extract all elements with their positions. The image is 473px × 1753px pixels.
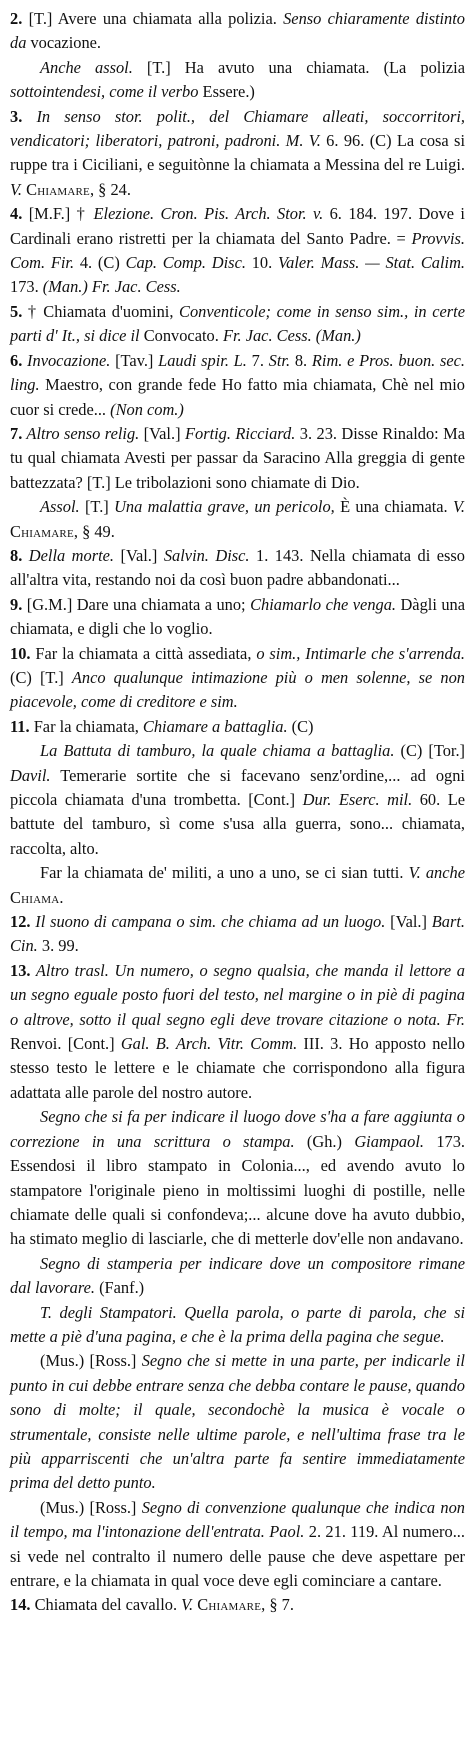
entry-paragraph-p05 [10,300,465,349]
text-run: III. 3. Ho apposto nello stesso testo le lettere e le chiamate che corrispondono alla figura adattata alle parole del nostro autore. [10,1034,465,1102]
text-run: [M.F.] † [22,204,94,224]
italic-text: Str. [268,350,291,370]
italic-text: V. [452,497,465,517]
text-run: Renvoi. [Cont.] [10,1034,121,1054]
italic-text: T. degli Stampatori. Quella parola, o parte di parola, che si mette a piè d'una pagina, e che è la prima della pagina che segue. [10,1302,465,1346]
sense-number: 14. [10,1595,31,1615]
text-run: 1. 143. Nella chiamata di esso all'altra vita, restando noi da così buon padre abbandonati... [10,545,466,590]
italic-text: Invocazione. [22,350,111,370]
italic-text: Senso chiaramente distinto da [10,9,466,53]
sense-number: 12. [10,912,31,932]
text-run: 3. 23. Disse Rinaldo: Ma tu qual chiamata Avesti per passar da Saracino Alla greggia di gente battezzata? [T.] Le tribolazioni sono chiamate di Dio. [10,423,466,492]
text-run: Chiamata del cavallo. [30,1595,182,1615]
text-run: † Chiamata d'uomini, [22,301,180,321]
entry-paragraph-p17 [10,1105,465,1251]
italic-text: Altro trasl. Un numero, o segno qualsia, che manda il lettore a un segno eguale posto fuori del testo, nel margine o in piè di pagina o altrove, sotto il qual segno egli deve trovare citazione o nota. Fr. [10,960,465,1029]
sense-number: 7. [10,423,23,443]
entry-paragraph-p02 [10,56,465,105]
italic-text: Il suono di campana o sim. che chiama ad un luogo. [30,912,386,932]
text-run: [G.M.] Dare una chiamata a uno; [22,594,251,614]
text-run: 60. Le battute del tamburo, sì come s'usa alla guerra, sono... chiamata, raccolta, alto. [10,790,465,858]
entry-paragraph-p19 [10,1301,465,1350]
italic-text: Fortig. Ricciard. [184,423,296,443]
text-run: Convocato. [139,326,223,346]
italic-text: Salvin. Disc. [163,545,250,565]
text-run: 7. [246,350,269,370]
italic-text: Davil. [10,765,51,785]
text-run: (C) [287,716,314,736]
text-run: Far la chiamata de' militi, a uno a uno, se ci sian tutti. [40,863,409,883]
text-run: , § 49. [73,521,115,541]
text-run: [Val.] [114,545,164,565]
entry-paragraph-p12 [10,715,465,739]
entry-paragraph-p14 [10,861,465,910]
sense-number: 2. [10,9,23,28]
text-run: (C) [Tor.] [394,741,465,761]
cross-reference: Chiamare [197,1595,262,1615]
text-run: (Fanf.) [94,1278,145,1298]
text-run: vocazione. [26,33,102,53]
entry-paragraph-p09 [10,544,465,593]
text-run: (Mus.) [Ross.] [40,1497,142,1517]
italic-text: sottointendesi, come il verbo [10,82,199,102]
entry-paragraph-p06 [10,349,465,422]
text-run: 173. [10,277,43,297]
sense-number: 3. [10,106,23,126]
italic-text: Gal. B. Arch. Vitr. Comm. [120,1034,298,1054]
sense-number: 8. [10,545,23,565]
italic-text: Fr. Jac. Cess. (Man.) [222,326,361,346]
text-run: [T.] Ha avuto una chiamata. (La polizia [132,57,465,77]
cross-reference: Chiamare [26,179,90,199]
sense-number: 5. [10,301,23,321]
sense-number: 6. [10,350,23,370]
text-run: Essere.) [198,82,255,102]
italic-text: (Non com.) [110,399,184,419]
italic-text: Provvis. Com. Fir. [10,228,465,273]
text-run: 2. 21. 119. Al numero... si vede nel contralto il numero delle pause che deve aspettare per entrare, e la chiamata in qual voce deve egli cominciare a cantare. [10,1522,465,1590]
text-run: Far la chiamata, [29,716,143,736]
italic-text: Bart. Cin. [10,912,465,956]
text-run: [Tav.] [110,350,159,370]
entry-paragraph-p03 [10,105,465,203]
entry-paragraph-p04 [10,202,465,300]
text-run: 173. Essendosi il libro stampato in Colonia..., ed avendo avuto lo stampatore l'originale pieno in moltissimi luoghi di postille, nelle chiamate delle quali si confondeva;... alcune dove ha avuto dubbio, ha stimato meglio di lasciarle, che di metterle dov'elle non andavano. [10,1131,465,1249]
italic-text: Chiamarlo che venga. [250,594,396,614]
italic-text: Dur. Eserc. mil. [302,790,413,809]
italic-text: Laudi spir. L. [158,350,247,370]
text-run: 6. 96. (C) La cosa si ruppe tra i Ciciliani, e seguitònne la chiamata a Messina del re Luigi. [10,131,465,175]
italic-text: V. anche [408,863,466,883]
italic-text: In senso stor. polit., del Chiamare alleati, soccorritori, vendicatori; liberatori, patroni, padroni. M. V. [10,106,465,151]
italic-text: Segno di stamperia per indicare dove un compositore rimane dal lavorare. [10,1253,465,1298]
cross-reference: Chiamare [10,521,74,541]
entry-paragraph-p18 [10,1252,465,1301]
entry-paragraph-p01 [10,7,465,56]
italic-text: Segno che si fa per indicare il luogo dove s'ha a fare aggiunta o correzione in una scrittura o stampa. [10,1107,465,1151]
italic-text: Segno che si mette in una parte, per indicarle il punto in cui debbe entrare senza che debba contare le pause, quando sono di molte; il quale, secondochè la musica è vocale o strumentale, consiste nelle ultime parole, e nell'ultima frase tra le più apparriscenti che un'altra parte fa sentire immediatamente prima del detto punto. [10,1351,465,1493]
italic-text: Assol. [40,497,80,517]
italic-text: Giampaol. [354,1131,424,1151]
entry-paragraph-p21 [10,1496,465,1594]
entry-paragraph-p13 [10,739,465,861]
text-run: , § 7. [261,1595,294,1615]
italic-text: Una malattia grave, un pericolo, [114,497,335,517]
italic-text: Segno di convenzione qualunque che indica non il tempo, ma l'intonazione dell'entrata. Paol. [10,1497,465,1542]
text-run: 8. [290,350,312,370]
text-run: (Mus.) [Ross.] [40,1351,142,1371]
italic-text: (Man.) Fr. Jac. Cess. [42,277,181,297]
text-run: Dàgli una chiamata, e digli che lo voglio. [10,594,465,639]
text-run: 6. 184. 197. Dove i Cardinali erano ristretti per la chiamata del Santo Padre. = [10,204,465,248]
italic-text: Chiamare a battaglia. [142,716,288,736]
text-run: [Val.] [385,912,432,932]
italic-text: Conventicole; come in senso sim., in certe parti d' It., si dice il [10,301,465,346]
entry-paragraph-p11 [10,642,465,715]
italic-text: Altro senso relig. [22,423,140,443]
sense-number: 10. [10,643,31,663]
entry-paragraph-p07 [10,422,465,495]
entry-paragraph-p10 [10,593,465,642]
text-run: . [59,887,64,907]
sense-number: 13. [10,960,31,980]
entry-paragraph-p16 [10,959,465,1105]
text-run: [T.] Avere una chiamata alla polizia. [22,9,284,28]
italic-text: o sim., Intimarle che s'arrenda. [256,643,465,663]
italic-text: Valer. Mass. — Stat. Calim. [277,253,466,273]
italic-text: Rim. e Pros. buon. sec. ling. [10,350,466,395]
italic-text: Della morte. [22,545,115,565]
sense-number: 9. [10,594,23,614]
entry-paragraph-p20 [10,1349,465,1495]
text-run: [T.] [79,497,115,517]
entry-paragraph-p15 [10,910,465,959]
text-run: 10. [245,253,278,273]
text-run: , § 24. [89,179,131,199]
cross-reference: Chiama [10,887,60,907]
text-run: Maestro, con grande fede Ho fatto mia chiamata, Chè nel mio cuor si crede... [10,375,465,419]
sense-number: 4. [10,204,23,224]
entry-paragraph-p08 [10,495,465,544]
italic-text: Anco qualunque intimazione più o men solenne, se non piacevole, come di creditore e sim. [10,667,465,712]
entry-paragraph-p22 [10,1593,465,1617]
text-run: [Val.] [139,423,185,443]
italic-text: V. [10,179,22,199]
text-run: Far la chiamata a città assediata, [30,643,257,663]
text-run: (Gh.) [294,1131,355,1151]
text-run: È una chiamata. [334,497,453,517]
italic-text: Elezione. Cron. Pis. Arch. Stor. v. [93,204,324,224]
sense-number: 11. [10,716,30,736]
text-run: (C) [T.] [10,667,72,687]
italic-text: V. [181,1595,194,1615]
italic-text: Anche assol. [40,57,133,77]
italic-text: Cap. Comp. Disc. [125,253,246,273]
text-run: Temerarie sortite che si facevano senz'ordine,... ad ogni piccola chiamata d'una trombetta. [Cont.] [10,765,465,809]
italic-text: La Battuta di tamburo, la quale chiama a battaglia. [40,741,395,761]
text-run: 3. 99. [37,936,79,956]
text-run: 4. (C) [74,253,126,273]
